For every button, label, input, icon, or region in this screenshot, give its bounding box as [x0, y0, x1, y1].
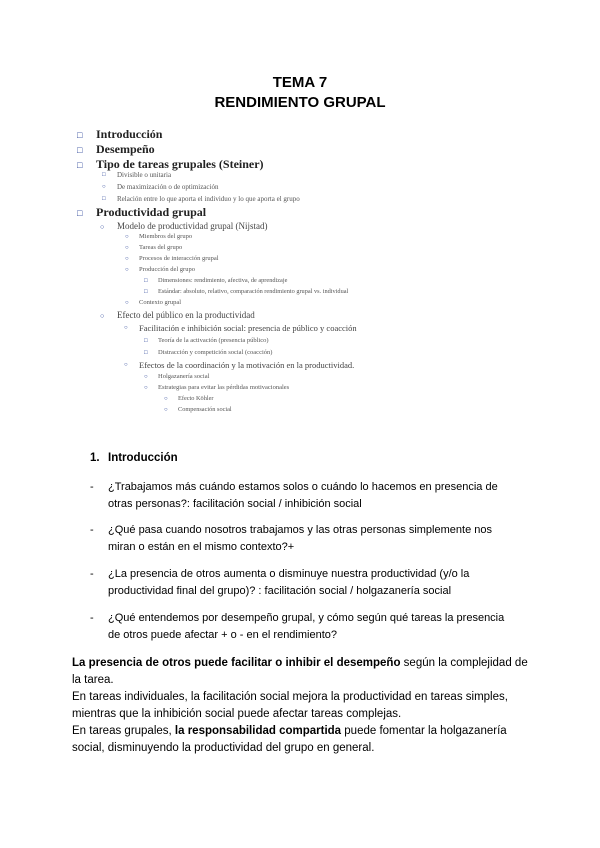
outline-item: □ Distracción y competición social (coacción) [144, 349, 273, 356]
outline-item: □ Relación entre lo que aporta el individuo y lo que aporta el grupo [102, 195, 300, 203]
outline-item: ○ Producción del grupo [125, 266, 195, 273]
question-item: - ¿Qué pasa cuando nosotros trabajamos y las otras personas simplemente nos miran o están en el mismo contexto?+ [90, 524, 492, 553]
outline-item: ○ Compensación social [164, 406, 232, 413]
outline-item: ○ Holgazanería social [144, 373, 210, 380]
document-subtitle: RENDIMIENTO GRUPAL [214, 94, 386, 111]
outline-item: □ Dimensiones: rendimiento, afectiva, de aprendizaje [144, 277, 288, 284]
outline-item: ○ Facilitación e inhibición social: presencia de público y coacción [124, 323, 357, 333]
outline-item: □ Desempeño [77, 142, 155, 156]
outline-item: □ Introducción [77, 127, 163, 141]
paragraph: En tareas grupales, la responsabilidad compartida puede fomentar la holgazanería social, disminuyendo la productividad del grupo en general. [72, 725, 507, 754]
section-number: 1. [90, 452, 100, 464]
section-title: Introducción [108, 452, 178, 464]
outline-item: □ Tipo de tareas grupales (Steiner) [77, 157, 264, 171]
outline-item: ○ Modelo de productividad grupal (Nijstad) [100, 221, 268, 231]
outline-item: ○ Contexto grupal [125, 299, 182, 306]
outline-item: ○ Efectos de la coordinación y la motivación en la productividad. [124, 360, 355, 370]
question-item: - ¿Trabajamos más cuándo estamos solos o cuándo lo hacemos en presencia de otras personas?: facilitación social / inhibición social [90, 481, 498, 510]
outline-item: ○ Efecto Köhler [164, 395, 214, 402]
question-item: - ¿Qué entendemos por desempeño grupal, y cómo según qué tareas la presencia de otros puede afectar + o - en el rendimiento? [90, 612, 505, 641]
question-item: - ¿La presencia de otros aumenta o disminuye nuestra productividad (y/o la productividad final del grupo)? : facilitación social / holgazanería social [90, 568, 470, 597]
outline-item: □ Estándar: absoluto, relativo, comparación rendimiento grupal vs. individual [144, 288, 349, 295]
outline-item: ○ Efecto del público en la productividad [100, 310, 255, 320]
section-heading [90, 452, 178, 464]
outline-item: ○ Procesos de interacción grupal [125, 255, 219, 262]
outline-item: ○ Miembros del grupo [125, 233, 193, 240]
outline-item: ○ Estrategias para evitar las pérdidas motivacionales [144, 384, 290, 391]
outline-item: □ Productividad grupal [77, 205, 207, 219]
paragraph: La presencia de otros puede facilitar o inhibir el desempeño según la complejidad de la tarea. [72, 657, 528, 686]
paragraph: En tareas individuales, la facilitación social mejora la productividad en tareas simples, mientras que la inhibición social puede afectar tareas complejas. [72, 691, 508, 720]
outline-item: □ Divisible o unitaria [102, 171, 172, 179]
document-title: TEMA 7 [272, 74, 328, 91]
outline-item: □ Teoría de la activación (presencia público) [144, 337, 269, 344]
outline-item: ○ Tareas del grupo [125, 244, 183, 251]
outline-item: ○ De maximización o de optimización [102, 183, 219, 191]
